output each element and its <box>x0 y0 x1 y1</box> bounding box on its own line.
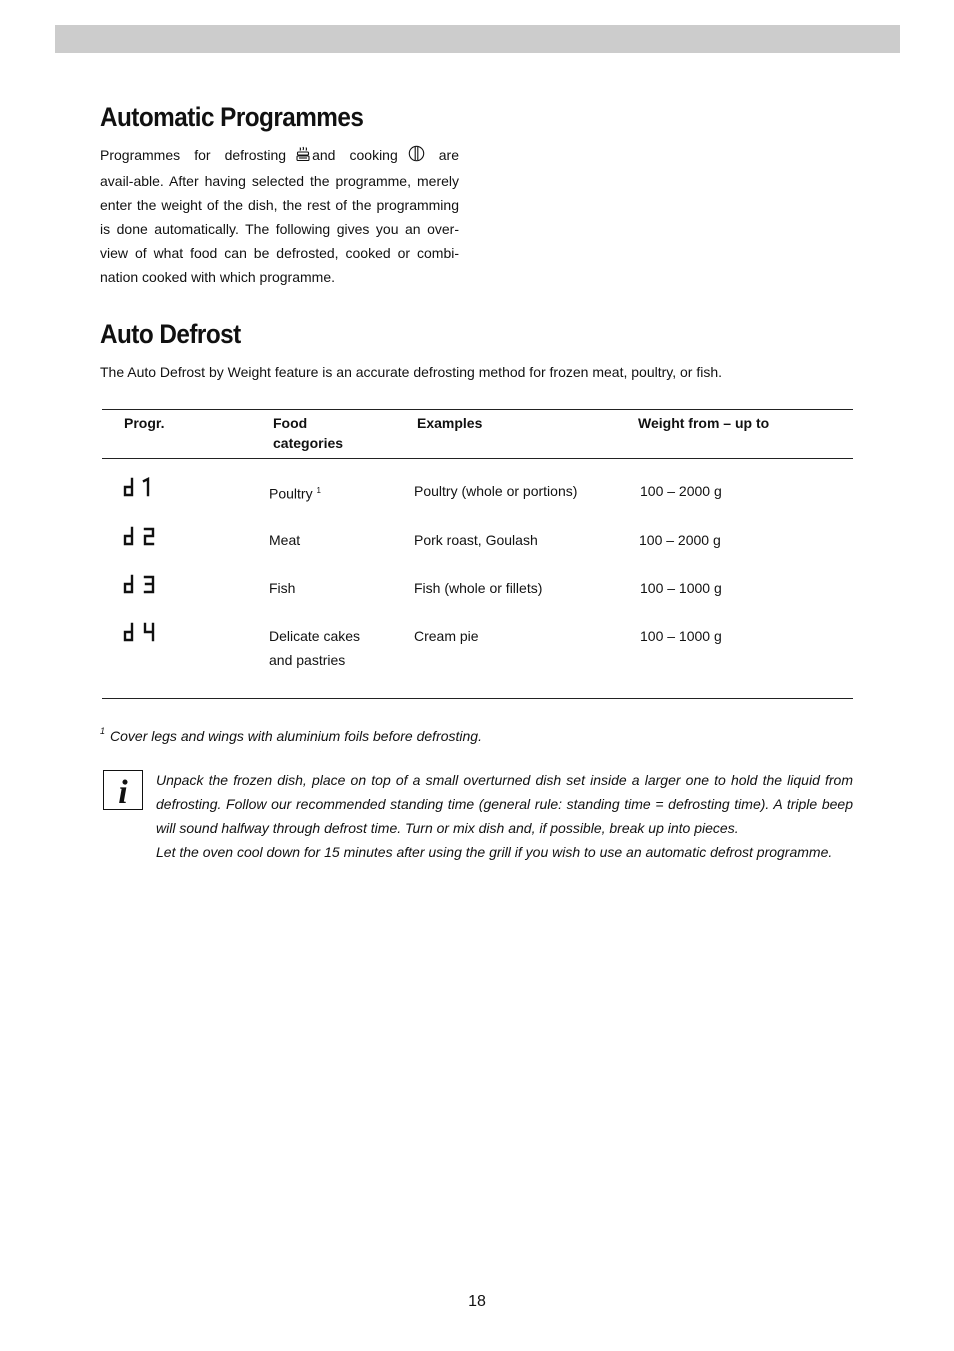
table-row-4-food-line1: Delicate cakes <box>269 628 361 644</box>
footnote-ref: 1 <box>316 486 321 495</box>
table-row-1-food <box>269 479 321 506</box>
table-row-4-example: Cream pie <box>414 628 479 644</box>
info-icon-letter: i <box>118 774 128 809</box>
intro-text-part2: and cooking <box>312 147 398 163</box>
defrost-icon <box>296 145 310 169</box>
section-title-automatic-programmes: Automatic Programmes <box>100 102 364 132</box>
table-row-3-food: Fish <box>269 580 296 596</box>
header-food-line1: Food <box>273 415 308 431</box>
footnote-text: Cover legs and wings with aluminium foils before defrosting. <box>110 728 482 744</box>
info-paragraph-2: Let the oven cool down for 15 minutes after using the grill if you wish to use an automatic defrost programme. <box>156 844 833 860</box>
header-weight: Weight from – up to <box>638 415 770 431</box>
footnote-marker: 1 <box>100 726 106 736</box>
section-title-auto-defrost: Auto Defrost <box>100 319 241 349</box>
program-code-d1 <box>122 476 156 505</box>
table-header-rule <box>102 458 853 459</box>
table-top-rule <box>102 409 853 410</box>
program-code-d2 <box>122 525 156 554</box>
auto-defrost-description: The Auto Defrost by Weight feature is an accurate defrosting method for frozen meat, poultry, or fish. <box>100 364 723 380</box>
intro-text-part3: are avail-able. After having selected the programme, merely enter the weight of the dish, the rest of the programming is done automatically. The following gives you an over-view of what food can be defrosted, cooked or combi-nation cooked with which programme. <box>100 147 459 285</box>
table-row-2-example: Pork roast, Goulash <box>414 532 538 548</box>
page-number: 18 <box>468 1293 486 1310</box>
table-row-3-example: Fish (whole or fillets) <box>414 580 543 596</box>
header-bar <box>55 25 900 53</box>
table-row-4-food-line2: and pastries <box>269 652 346 668</box>
table-row-4-weight: 100 – 1000 g <box>640 628 722 644</box>
cooking-icon <box>408 145 425 169</box>
header-examples: Examples <box>417 415 483 431</box>
info-icon <box>103 770 143 810</box>
program-code-d3 <box>122 573 156 602</box>
table-row-2-food: Meat <box>269 532 301 548</box>
table-bottom-rule <box>102 698 853 699</box>
table-row-3-weight: 100 – 1000 g <box>640 580 722 596</box>
table-row-2-weight: 100 – 2000 g <box>639 532 721 548</box>
intro-text-part1: Programmes for defrosting <box>100 147 287 163</box>
table-row-1-weight: 100 – 2000 g <box>640 483 722 499</box>
program-code-d4 <box>122 621 156 650</box>
header-progr: Progr. <box>124 415 165 431</box>
header-food-line2: categories <box>273 435 344 451</box>
footnote <box>100 720 482 747</box>
food-poultry: Poultry <box>269 485 313 502</box>
table-row-1-example: Poultry (whole or portions) <box>414 483 578 499</box>
info-paragraph-1: Unpack the frozen dish, place on top of a small overturned dish set inside a larger one to hold the liquid from defrosting. Follow our recommended standing time (general rule: standing time = defrosting time). A triple beep will sound halfway through defrost time. Turn or mix dish and, if possible, break up into pieces. <box>156 772 853 836</box>
intro-paragraph <box>100 143 459 289</box>
